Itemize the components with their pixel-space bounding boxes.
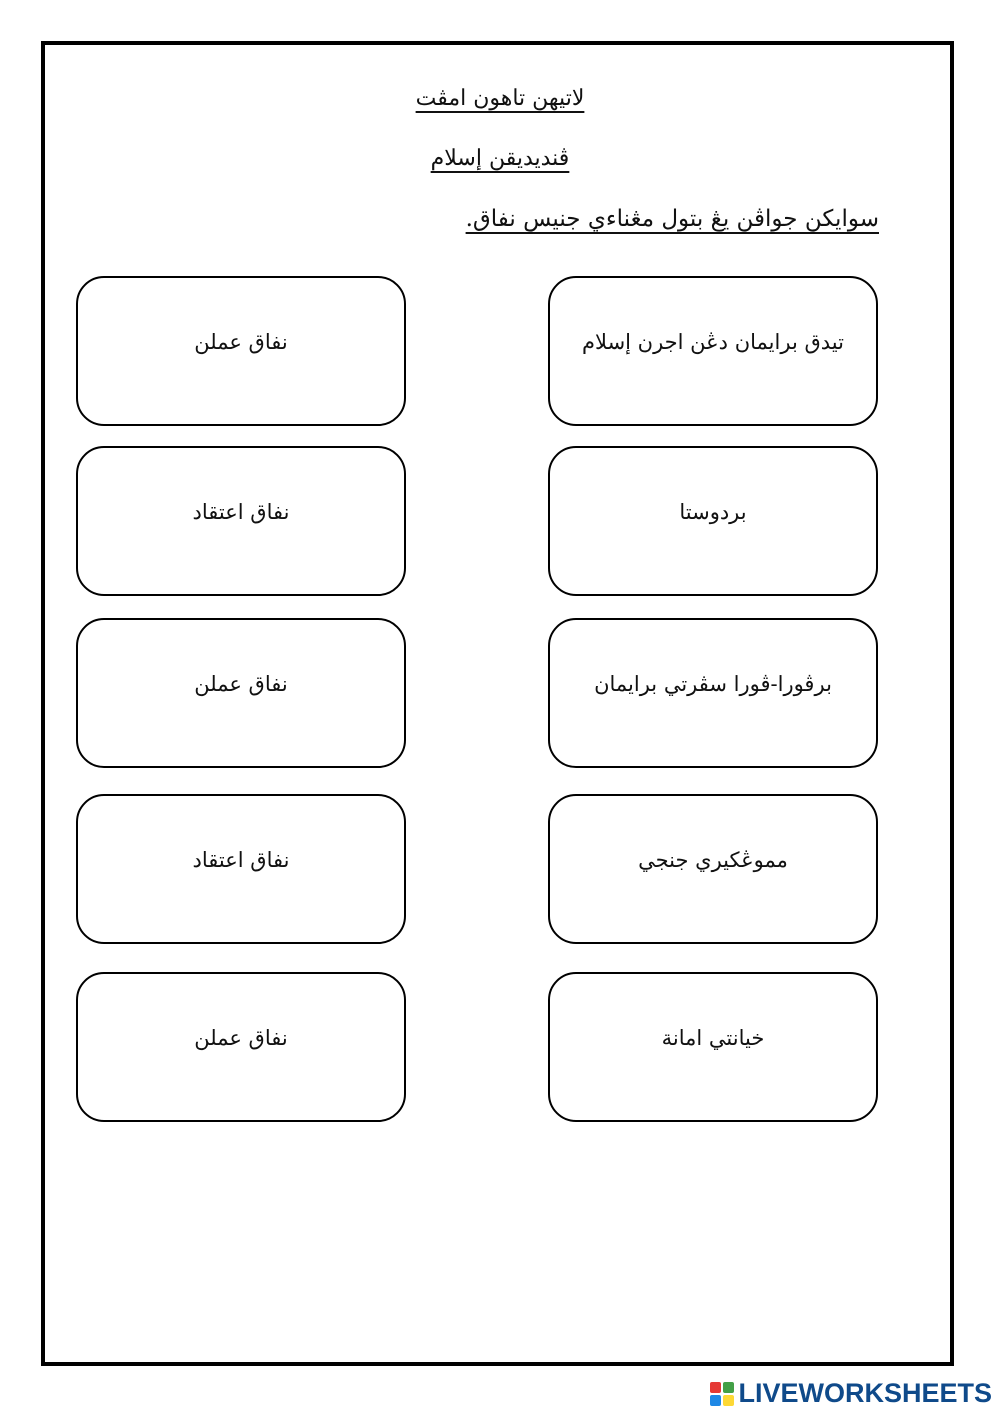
worksheet-title: لاتيهن تاهون امڤت <box>415 86 585 111</box>
answer-card-left-3[interactable] <box>76 618 406 768</box>
logo-block-red <box>710 1382 721 1393</box>
logo-block-green <box>723 1382 734 1393</box>
answer-card-label: نفاق اعتقاد <box>192 848 290 872</box>
liveworksheets-logo[interactable] <box>710 1378 992 1409</box>
answer-card-label: نفاق عملن <box>194 1026 288 1050</box>
statement-card-2[interactable] <box>548 446 878 596</box>
worksheet-subject: ڤنديديقن إسلام <box>430 146 570 171</box>
statement-card-label: برڤورا-ڤورا سڤرتي برايمان <box>594 672 832 696</box>
liveworksheets-logo-icon <box>710 1382 734 1406</box>
worksheet-instruction: سوايكن جواڤن يڠ بتول مڠناءي جنيس نفاق. <box>465 206 879 232</box>
statement-card-5[interactable] <box>548 972 878 1122</box>
statement-card-label: خيانتي امانة <box>661 1026 765 1050</box>
answer-card-label: نفاق عملن <box>194 330 288 354</box>
answer-card-label: نفاق اعتقاد <box>192 500 290 524</box>
statement-card-label: بردوستا <box>679 500 747 524</box>
statement-card-3[interactable] <box>548 618 878 768</box>
logo-block-yellow <box>723 1395 734 1406</box>
answer-card-left-4[interactable] <box>76 794 406 944</box>
statement-card-1[interactable] <box>548 276 878 426</box>
answer-card-left-5[interactable] <box>76 972 406 1122</box>
answer-card-label: نفاق عملن <box>194 672 288 696</box>
statement-card-label: تيدق برايمان دڠن اجرن إسلام <box>582 330 844 354</box>
liveworksheets-logo-text: LIVEWORKSHEETS <box>738 1378 992 1408</box>
statement-card-4[interactable] <box>548 794 878 944</box>
logo-block-blue <box>710 1395 721 1406</box>
answer-card-left-1[interactable] <box>76 276 406 426</box>
answer-card-left-2[interactable] <box>76 446 406 596</box>
statement-card-label: مموڠكيري جنجي <box>638 848 788 872</box>
